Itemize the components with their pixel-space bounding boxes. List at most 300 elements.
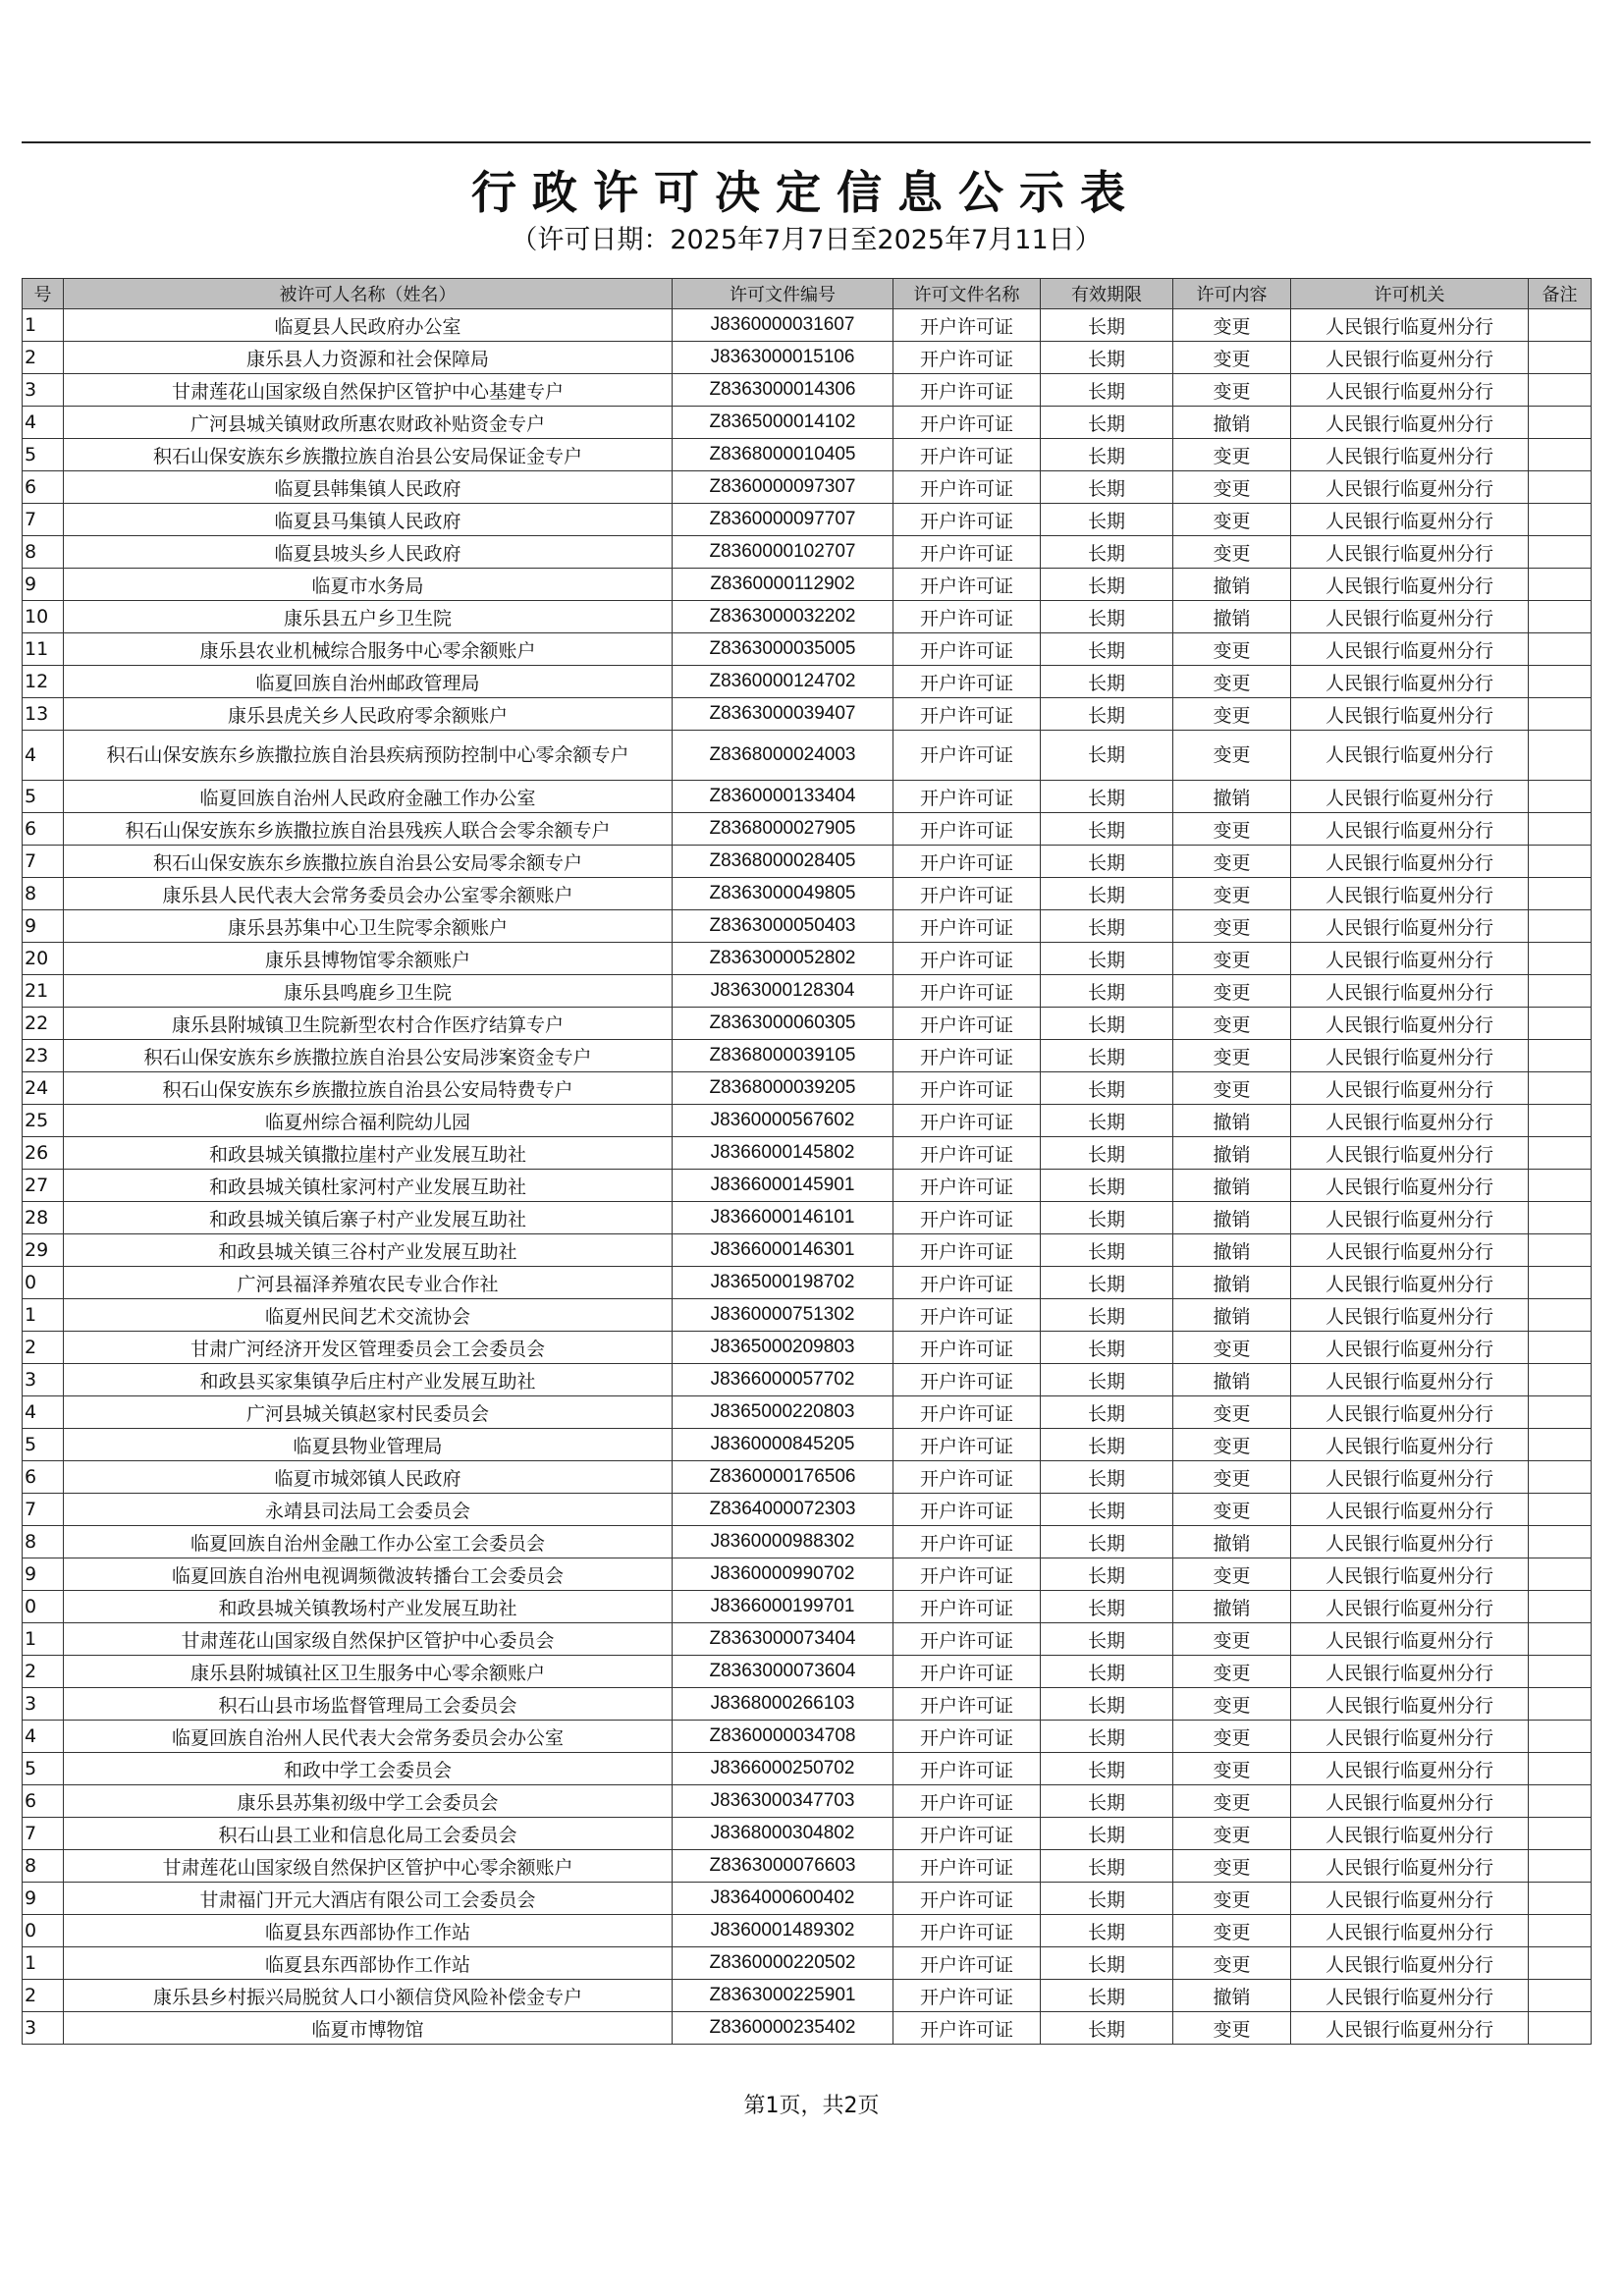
- cell-authority: 人民银行临夏州分行: [1291, 1688, 1529, 1721]
- permit-table: [22, 278, 1592, 2045]
- cell-seq: 0: [23, 1915, 64, 1947]
- cell-seq: 6: [23, 1461, 64, 1494]
- cell-licensee: 康乐县虎关乡人民政府零余额账户: [64, 698, 673, 731]
- cell-doc-number: Z8363000052802: [673, 943, 893, 975]
- cell-remark: [1529, 1072, 1592, 1105]
- table-row: [23, 471, 1592, 504]
- cell-seq: 6: [23, 813, 64, 846]
- cell-authority: 人民银行临夏州分行: [1291, 878, 1529, 910]
- cell-content: 撤销: [1173, 1364, 1291, 1396]
- cell-remark: [1529, 1591, 1592, 1623]
- cell-seq: 5: [23, 781, 64, 813]
- cell-seq: 4: [23, 407, 64, 439]
- cell-licensee: 康乐县人民代表大会常务委员会办公室零余额账户: [64, 878, 673, 910]
- cell-authority: 人民银行临夏州分行: [1291, 1040, 1529, 1072]
- table-row: [23, 1137, 1592, 1170]
- table-row: [23, 846, 1592, 878]
- cell-validity: 长期: [1041, 1364, 1173, 1396]
- cell-doc-number: Z8363000035005: [673, 633, 893, 666]
- cell-licensee: 广河县城关镇财政所惠农财政补贴资金专户: [64, 407, 673, 439]
- cell-doc-name: 开户许可证: [893, 1558, 1041, 1591]
- cell-content: 变更: [1173, 2012, 1291, 2045]
- cell-licensee: 和政县城关镇三谷村产业发展互助社: [64, 1234, 673, 1267]
- cell-remark: [1529, 1721, 1592, 1753]
- col-header-authority: 许可机关: [1291, 279, 1529, 309]
- cell-doc-name: 开户许可证: [893, 569, 1041, 601]
- table-row: [23, 1494, 1592, 1526]
- cell-validity: 长期: [1041, 1008, 1173, 1040]
- cell-doc-number: Z8363000050403: [673, 910, 893, 943]
- cell-validity: 长期: [1041, 878, 1173, 910]
- cell-doc-number: J8363000015106: [673, 342, 893, 374]
- cell-doc-number: Z8363000049805: [673, 878, 893, 910]
- cell-remark: [1529, 1234, 1592, 1267]
- cell-remark: [1529, 975, 1592, 1008]
- cell-licensee: 积石山保安族东乡族撒拉族自治县公安局零余额专户: [64, 846, 673, 878]
- cell-validity: 长期: [1041, 407, 1173, 439]
- cell-doc-name: 开户许可证: [893, 471, 1041, 504]
- cell-doc-name: 开户许可证: [893, 1980, 1041, 2012]
- cell-doc-name: 开户许可证: [893, 1494, 1041, 1526]
- cell-content: 变更: [1173, 1072, 1291, 1105]
- cell-validity: 长期: [1041, 943, 1173, 975]
- cell-licensee: 临夏市城郊镇人民政府: [64, 1461, 673, 1494]
- cell-doc-name: 开户许可证: [893, 1753, 1041, 1785]
- cell-doc-name: 开户许可证: [893, 1396, 1041, 1429]
- cell-content: 变更: [1173, 1332, 1291, 1364]
- cell-remark: [1529, 1461, 1592, 1494]
- cell-doc-number: J8360001489302: [673, 1915, 893, 1947]
- cell-doc-number: Z8360000235402: [673, 2012, 893, 2045]
- cell-doc-number: Z8360000112902: [673, 569, 893, 601]
- page-subtitle: （许可日期：2025年7月7日至2025年7月11日）: [511, 225, 1102, 255]
- cell-doc-name: 开户许可证: [893, 504, 1041, 536]
- cell-authority: 人民银行临夏州分行: [1291, 1494, 1529, 1526]
- cell-doc-name: 开户许可证: [893, 536, 1041, 569]
- cell-content: 变更: [1173, 878, 1291, 910]
- cell-remark: [1529, 1105, 1592, 1137]
- cell-licensee: 积石山保安族东乡族撒拉族自治县公安局涉案资金专户: [64, 1040, 673, 1072]
- cell-remark: [1529, 633, 1592, 666]
- table-row: [23, 1883, 1592, 1915]
- cell-authority: 人民银行临夏州分行: [1291, 1980, 1529, 2012]
- cell-licensee: 和政县买家集镇孕后庄村产业发展互助社: [64, 1364, 673, 1396]
- cell-content: 变更: [1173, 439, 1291, 471]
- cell-content: 撤销: [1173, 1299, 1291, 1332]
- cell-doc-number: Z8368000039205: [673, 1072, 893, 1105]
- cell-doc-number: J8363000128304: [673, 975, 893, 1008]
- cell-remark: [1529, 1429, 1592, 1461]
- cell-licensee: 甘肃莲花山国家级自然保护区管护中心委员会: [64, 1623, 673, 1656]
- cell-content: 变更: [1173, 1721, 1291, 1753]
- table-row: [23, 1461, 1592, 1494]
- cell-seq: 8: [23, 1526, 64, 1558]
- cell-content: 变更: [1173, 342, 1291, 374]
- cell-seq: 6: [23, 471, 64, 504]
- cell-licensee: 临夏县马集镇人民政府: [64, 504, 673, 536]
- cell-content: 变更: [1173, 1785, 1291, 1818]
- cell-authority: 人民银行临夏州分行: [1291, 1008, 1529, 1040]
- cell-doc-name: 开户许可证: [893, 910, 1041, 943]
- cell-doc-name: 开户许可证: [893, 1267, 1041, 1299]
- cell-doc-name: 开户许可证: [893, 1883, 1041, 1915]
- cell-licensee: 积石山保安族东乡族撒拉族自治县残疾人联合会零余额专户: [64, 813, 673, 846]
- cell-content: 变更: [1173, 1947, 1291, 1980]
- table-row: [23, 569, 1592, 601]
- cell-authority: 人民银行临夏州分行: [1291, 1850, 1529, 1883]
- cell-licensee: 临夏县东西部协作工作站: [64, 1947, 673, 1980]
- table-row: [23, 536, 1592, 569]
- cell-validity: 长期: [1041, 1299, 1173, 1332]
- cell-validity: 长期: [1041, 1883, 1173, 1915]
- col-header-doc-name: 许可文件名称: [893, 279, 1041, 309]
- cell-doc-name: 开户许可证: [893, 1591, 1041, 1623]
- table-row: [23, 910, 1592, 943]
- cell-licensee: 康乐县博物馆零余额账户: [64, 943, 673, 975]
- cell-content: 撤销: [1173, 407, 1291, 439]
- table-row: [23, 1234, 1592, 1267]
- table-row: [23, 1753, 1592, 1785]
- cell-remark: [1529, 1494, 1592, 1526]
- cell-content: 变更: [1173, 731, 1291, 781]
- cell-doc-number: J8365000198702: [673, 1267, 893, 1299]
- cell-authority: 人民银行临夏州分行: [1291, 1461, 1529, 1494]
- cell-doc-number: J8368000266103: [673, 1688, 893, 1721]
- cell-doc-number: J8364000600402: [673, 1883, 893, 1915]
- table-row: [23, 781, 1592, 813]
- cell-seq: 7: [23, 1494, 64, 1526]
- top-rule: [22, 141, 1591, 143]
- cell-doc-number: Z8360000133404: [673, 781, 893, 813]
- cell-licensee: 康乐县苏集中心卫生院零余额账户: [64, 910, 673, 943]
- cell-remark: [1529, 943, 1592, 975]
- cell-doc-name: 开户许可证: [893, 813, 1041, 846]
- cell-content: 变更: [1173, 1558, 1291, 1591]
- page-title: 行政许可决定信息公示表: [471, 166, 1141, 219]
- cell-licensee: 康乐县附城镇社区卫生服务中心零余额账户: [64, 1656, 673, 1688]
- cell-doc-name: 开户许可证: [893, 439, 1041, 471]
- cell-remark: [1529, 878, 1592, 910]
- table-row: [23, 1980, 1592, 2012]
- cell-doc-number: J8360000845205: [673, 1429, 893, 1461]
- cell-content: 变更: [1173, 813, 1291, 846]
- cell-remark: [1529, 813, 1592, 846]
- cell-remark: [1529, 666, 1592, 698]
- cell-content: 撤销: [1173, 569, 1291, 601]
- cell-doc-number: Z8363000039407: [673, 698, 893, 731]
- cell-licensee: 和政县城关镇后寨子村产业发展互助社: [64, 1202, 673, 1234]
- cell-seq: 7: [23, 1818, 64, 1850]
- cell-doc-name: 开户许可证: [893, 1364, 1041, 1396]
- cell-licensee: 广河县福泽养殖农民专业合作社: [64, 1267, 673, 1299]
- cell-doc-number: Z8360000220502: [673, 1947, 893, 1980]
- cell-doc-name: 开户许可证: [893, 342, 1041, 374]
- cell-seq: 4: [23, 1721, 64, 1753]
- cell-validity: 长期: [1041, 1461, 1173, 1494]
- cell-doc-number: Z8360000097307: [673, 471, 893, 504]
- cell-licensee: 和政县城关镇撒拉崖村产业发展互助社: [64, 1137, 673, 1170]
- cell-doc-name: 开户许可证: [893, 846, 1041, 878]
- table-row: [23, 666, 1592, 698]
- cell-seq: 3: [23, 2012, 64, 2045]
- cell-validity: 长期: [1041, 2012, 1173, 2045]
- cell-seq: 5: [23, 1429, 64, 1461]
- cell-content: 撤销: [1173, 1234, 1291, 1267]
- cell-authority: 人民银行临夏州分行: [1291, 1558, 1529, 1591]
- table-row: [23, 1202, 1592, 1234]
- cell-content: 变更: [1173, 1753, 1291, 1785]
- cell-doc-number: Z8363000014306: [673, 374, 893, 407]
- cell-authority: 人民银行临夏州分行: [1291, 1818, 1529, 1850]
- cell-doc-number: J8365000209803: [673, 1332, 893, 1364]
- cell-remark: [1529, 1170, 1592, 1202]
- cell-remark: [1529, 1753, 1592, 1785]
- cell-licensee: 临夏州综合福利院幼儿园: [64, 1105, 673, 1137]
- cell-licensee: 康乐县鸣鹿乡卫生院: [64, 975, 673, 1008]
- cell-validity: 长期: [1041, 1494, 1173, 1526]
- cell-remark: [1529, 1332, 1592, 1364]
- cell-authority: 人民银行临夏州分行: [1291, 2012, 1529, 2045]
- cell-remark: [1529, 471, 1592, 504]
- cell-doc-number: Z8363000032202: [673, 601, 893, 633]
- cell-licensee: 甘肃莲花山国家级自然保护区管护中心基建专户: [64, 374, 673, 407]
- cell-doc-number: Z8360000102707: [673, 536, 893, 569]
- cell-doc-number: J8363000347703: [673, 1785, 893, 1818]
- table-row: [23, 1591, 1592, 1623]
- cell-remark: [1529, 1040, 1592, 1072]
- table-row: [23, 975, 1592, 1008]
- cell-seq: 11: [23, 633, 64, 666]
- cell-licensee: 甘肃福门开元大酒店有限公司工会委员会: [64, 1883, 673, 1915]
- cell-seq: 13: [23, 698, 64, 731]
- cell-seq: 21: [23, 975, 64, 1008]
- cell-doc-number: Z8363000225901: [673, 1980, 893, 2012]
- cell-content: 变更: [1173, 1461, 1291, 1494]
- cell-doc-number: Z8368000028405: [673, 846, 893, 878]
- cell-doc-name: 开户许可证: [893, 1785, 1041, 1818]
- cell-remark: [1529, 1915, 1592, 1947]
- cell-seq: 2: [23, 1980, 64, 2012]
- cell-validity: 长期: [1041, 1072, 1173, 1105]
- cell-seq: 1: [23, 1623, 64, 1656]
- cell-content: 撤销: [1173, 1202, 1291, 1234]
- cell-validity: 长期: [1041, 1137, 1173, 1170]
- cell-remark: [1529, 698, 1592, 731]
- cell-authority: 人民银行临夏州分行: [1291, 1170, 1529, 1202]
- cell-seq: 7: [23, 504, 64, 536]
- cell-validity: 长期: [1041, 1721, 1173, 1753]
- cell-remark: [1529, 1364, 1592, 1396]
- cell-licensee: 和政县城关镇杜家河村产业发展互助社: [64, 1170, 673, 1202]
- cell-doc-number: Z8368000027905: [673, 813, 893, 846]
- cell-doc-number: Z8363000073404: [673, 1623, 893, 1656]
- cell-licensee: 积石山县工业和信息化局工会委员会: [64, 1818, 673, 1850]
- table-row: [23, 1915, 1592, 1947]
- cell-content: 变更: [1173, 1040, 1291, 1072]
- cell-seq: 3: [23, 1688, 64, 1721]
- cell-doc-name: 开户许可证: [893, 731, 1041, 781]
- cell-licensee: 临夏县东西部协作工作站: [64, 1915, 673, 1947]
- cell-seq: 28: [23, 1202, 64, 1234]
- cell-authority: 人民银行临夏州分行: [1291, 1202, 1529, 1234]
- cell-doc-name: 开户许可证: [893, 1299, 1041, 1332]
- table-row: [23, 1623, 1592, 1656]
- cell-doc-name: 开户许可证: [893, 1137, 1041, 1170]
- cell-seq: 29: [23, 1234, 64, 1267]
- cell-validity: 长期: [1041, 846, 1173, 878]
- cell-seq: 5: [23, 439, 64, 471]
- cell-authority: 人民银行临夏州分行: [1291, 1072, 1529, 1105]
- cell-doc-name: 开户许可证: [893, 309, 1041, 342]
- cell-validity: 长期: [1041, 504, 1173, 536]
- cell-remark: [1529, 731, 1592, 781]
- cell-authority: 人民银行临夏州分行: [1291, 342, 1529, 374]
- cell-authority: 人民银行临夏州分行: [1291, 309, 1529, 342]
- cell-validity: 长期: [1041, 439, 1173, 471]
- cell-content: 变更: [1173, 536, 1291, 569]
- cell-doc-number: J8368000304802: [673, 1818, 893, 1850]
- cell-doc-name: 开户许可证: [893, 1818, 1041, 1850]
- cell-authority: 人民银行临夏州分行: [1291, 943, 1529, 975]
- cell-seq: 2: [23, 1332, 64, 1364]
- cell-authority: 人民银行临夏州分行: [1291, 1883, 1529, 1915]
- cell-licensee: 临夏县坡头乡人民政府: [64, 536, 673, 569]
- cell-licensee: 康乐县苏集初级中学工会委员会: [64, 1785, 673, 1818]
- cell-doc-name: 开户许可证: [893, 1429, 1041, 1461]
- cell-authority: 人民银行临夏州分行: [1291, 1753, 1529, 1785]
- cell-doc-number: Z8360000124702: [673, 666, 893, 698]
- cell-doc-number: J8366000250702: [673, 1753, 893, 1785]
- table-row: [23, 1818, 1592, 1850]
- cell-validity: 长期: [1041, 813, 1173, 846]
- table-row: [23, 1947, 1592, 1980]
- cell-doc-number: J8366000199701: [673, 1591, 893, 1623]
- cell-authority: 人民银行临夏州分行: [1291, 1364, 1529, 1396]
- cell-authority: 人民银行临夏州分行: [1291, 374, 1529, 407]
- cell-remark: [1529, 439, 1592, 471]
- cell-doc-name: 开户许可证: [893, 1623, 1041, 1656]
- cell-doc-number: Z8360000097707: [673, 504, 893, 536]
- table-row: [23, 1170, 1592, 1202]
- cell-doc-number: J8365000220803: [673, 1396, 893, 1429]
- table-row: [23, 813, 1592, 846]
- table-row: [23, 943, 1592, 975]
- cell-validity: 长期: [1041, 536, 1173, 569]
- cell-seq: 0: [23, 1591, 64, 1623]
- cell-validity: 长期: [1041, 1623, 1173, 1656]
- table-row: [23, 731, 1592, 781]
- table-row: [23, 1656, 1592, 1688]
- cell-remark: [1529, 504, 1592, 536]
- cell-authority: 人民银行临夏州分行: [1291, 471, 1529, 504]
- cell-doc-name: 开户许可证: [893, 1850, 1041, 1883]
- cell-content: 撤销: [1173, 601, 1291, 633]
- cell-seq: 25: [23, 1105, 64, 1137]
- cell-licensee: 临夏州民间艺术交流协会: [64, 1299, 673, 1332]
- cell-content: 变更: [1173, 975, 1291, 1008]
- cell-authority: 人民银行临夏州分行: [1291, 1137, 1529, 1170]
- cell-doc-name: 开户许可证: [893, 1008, 1041, 1040]
- cell-validity: 长期: [1041, 975, 1173, 1008]
- table-row: [23, 504, 1592, 536]
- cell-authority: 人民银行临夏州分行: [1291, 407, 1529, 439]
- cell-seq: 9: [23, 910, 64, 943]
- col-header-content: 许可内容: [1173, 279, 1291, 309]
- cell-authority: 人民银行临夏州分行: [1291, 1721, 1529, 1753]
- cell-remark: [1529, 1202, 1592, 1234]
- cell-remark: [1529, 1623, 1592, 1656]
- cell-authority: 人民银行临夏州分行: [1291, 910, 1529, 943]
- cell-content: 变更: [1173, 1850, 1291, 1883]
- cell-doc-number: J8366000146101: [673, 1202, 893, 1234]
- cell-authority: 人民银行临夏州分行: [1291, 1591, 1529, 1623]
- table-row: [23, 1850, 1592, 1883]
- cell-authority: 人民银行临夏州分行: [1291, 698, 1529, 731]
- cell-validity: 长期: [1041, 1915, 1173, 1947]
- table-row: [23, 878, 1592, 910]
- cell-remark: [1529, 1883, 1592, 1915]
- cell-content: 变更: [1173, 1688, 1291, 1721]
- cell-validity: 长期: [1041, 1105, 1173, 1137]
- cell-seq: 9: [23, 569, 64, 601]
- cell-validity: 长期: [1041, 1980, 1173, 2012]
- cell-remark: [1529, 1558, 1592, 1591]
- cell-doc-name: 开户许可证: [893, 1461, 1041, 1494]
- table-row: [23, 407, 1592, 439]
- cell-licensee: 临夏回族自治州人民政府金融工作办公室: [64, 781, 673, 813]
- cell-doc-name: 开户许可证: [893, 1947, 1041, 1980]
- cell-licensee: 临夏市博物馆: [64, 2012, 673, 2045]
- cell-remark: [1529, 1396, 1592, 1429]
- table-row: [23, 1785, 1592, 1818]
- cell-doc-name: 开户许可证: [893, 1526, 1041, 1558]
- cell-licensee: 康乐县五户乡卫生院: [64, 601, 673, 633]
- cell-doc-name: 开户许可证: [893, 1202, 1041, 1234]
- cell-validity: 长期: [1041, 342, 1173, 374]
- cell-seq: 26: [23, 1137, 64, 1170]
- cell-doc-number: Z8360000176506: [673, 1461, 893, 1494]
- cell-doc-name: 开户许可证: [893, 1656, 1041, 1688]
- cell-seq: 1: [23, 1299, 64, 1332]
- cell-authority: 人民银行临夏州分行: [1291, 1267, 1529, 1299]
- cell-content: 撤销: [1173, 1267, 1291, 1299]
- cell-validity: 长期: [1041, 471, 1173, 504]
- cell-authority: 人民银行临夏州分行: [1291, 1947, 1529, 1980]
- cell-doc-number: J8360000751302: [673, 1299, 893, 1332]
- cell-seq: 27: [23, 1170, 64, 1202]
- cell-content: 撤销: [1173, 781, 1291, 813]
- cell-content: 变更: [1173, 1008, 1291, 1040]
- cell-licensee: 临夏县韩集镇人民政府: [64, 471, 673, 504]
- cell-doc-name: 开户许可证: [893, 374, 1041, 407]
- cell-licensee: 临夏市水务局: [64, 569, 673, 601]
- cell-validity: 长期: [1041, 731, 1173, 781]
- cell-content: 变更: [1173, 698, 1291, 731]
- cell-doc-number: Z8364000072303: [673, 1494, 893, 1526]
- cell-validity: 长期: [1041, 910, 1173, 943]
- cell-content: 变更: [1173, 633, 1291, 666]
- cell-licensee: 康乐县人力资源和社会保障局: [64, 342, 673, 374]
- cell-licensee: 临夏回族自治州金融工作办公室工会委员会: [64, 1526, 673, 1558]
- cell-doc-name: 开户许可证: [893, 1234, 1041, 1267]
- cell-licensee: 康乐县农业机械综合服务中心零余额账户: [64, 633, 673, 666]
- cell-seq: 6: [23, 1785, 64, 1818]
- cell-content: 变更: [1173, 666, 1291, 698]
- cell-authority: 人民银行临夏州分行: [1291, 846, 1529, 878]
- cell-doc-name: 开户许可证: [893, 601, 1041, 633]
- table-row: [23, 1008, 1592, 1040]
- cell-remark: [1529, 910, 1592, 943]
